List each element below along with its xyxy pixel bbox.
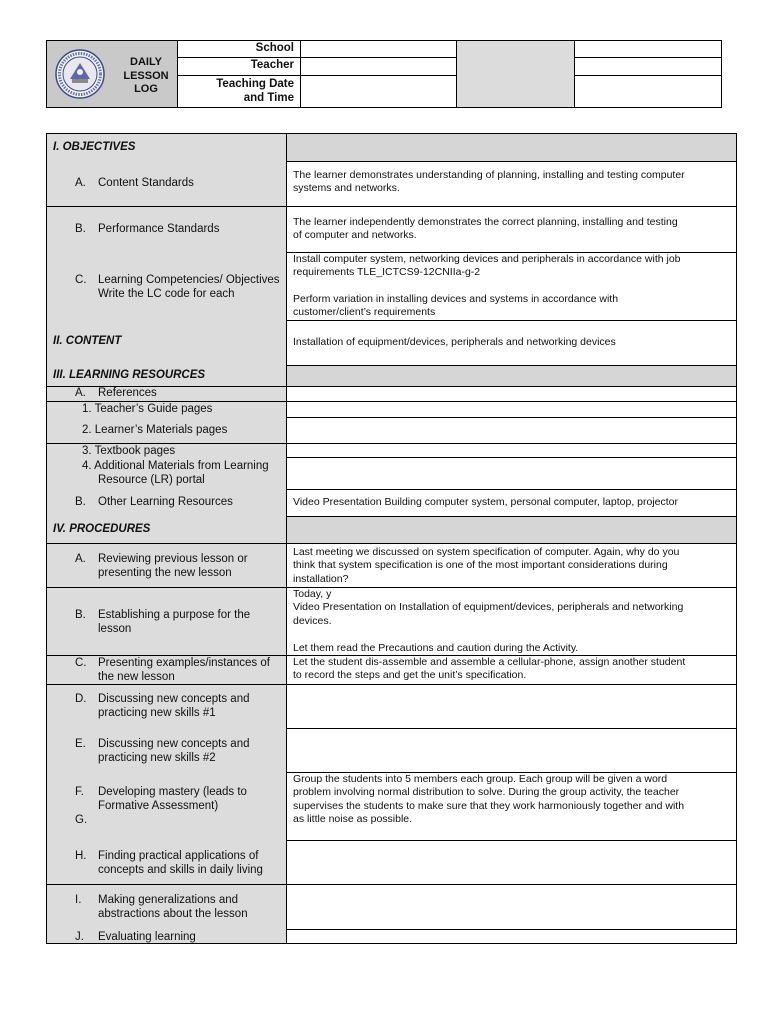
resources-heading: III. LEARNING RESOURCES [53,369,206,381]
proc-e-label-line2: practicing new skills #2 [98,752,216,764]
proc-b-letter: B. [75,609,86,621]
objectives-heading: I. OBJECTIVES [53,141,136,153]
additional-materials-line1: 4. Additional Materials from Learning [82,460,269,472]
procedures-band [287,517,736,543]
competencies-label-line1: Learning Competencies/ Objectives [98,274,280,286]
date-label-line2: and Time [243,92,294,104]
proc-e-letter: E. [75,738,86,750]
content-standards-label: Content Standards [98,177,194,189]
competencies-label-line2: Write the LC code for each [98,288,235,300]
other-resources-value[interactable]: Video Presentation Building computer system, personal computer, laptop, projector [293,496,679,508]
references-label: References [98,387,157,399]
proc-f-value[interactable]: Group the students into 5 members each group. Each group will be given a word problem involving normal distribution to solve. During the group activity, the teacher supervises the students to make sure that they work harmoniously together and with as little noise as possible. [293,773,685,826]
teacher-label: Teacher [250,59,294,71]
proc-d-letter: D. [75,693,87,705]
proc-j-label: Evaluating learning [98,931,196,943]
learners-materials-label: 2. Learner’s Materials pages [82,424,228,436]
content-heading: II. CONTENT [53,335,122,347]
proc-f-letter: F. [75,786,84,798]
proc-d-label-line1: Discussing new concepts and [98,693,250,705]
proc-e-label-line1: Discussing new concepts and [98,738,250,750]
proc-f-label-line2: Formative Assessment) [98,800,219,812]
teachers-guide-label: 1. Teacher’s Guide pages [82,403,213,415]
content-value[interactable]: Installation of equipment/devices, peripherals and networking devices [293,336,616,348]
proc-a-label-line1: Reviewing previous lesson or [98,553,248,565]
date-time-field[interactable] [301,76,456,107]
proc-c-value[interactable]: Let the student dis-assemble and assemble a cellular-phone, assign another student to record the steps and get the unit’s specification. [293,656,686,682]
competencies-value-1[interactable]: Install computer system, networking devices and peripherals in accordance with job requirements TLE_ICTCS9-12CNIIa-g-2 [293,253,681,279]
proc-i-label-line1: Making generalizations and [98,894,239,906]
other-resources-letter: B. [75,496,86,508]
proc-a-value[interactable]: Last meeting we discussed on system specification of computer. Again, why do you think that system specification is one of the most important considerations during installation? [293,546,680,585]
proc-i-letter: I. [75,894,82,906]
proc-a-label-line2: presenting the new lesson [98,567,232,579]
proc-d-label-line2: practicing new skills #1 [98,707,216,719]
teacher-field[interactable] [301,58,456,75]
performance-standards-letter: B. [75,223,86,235]
logo-line-daily: DAILY [130,56,162,68]
proc-h-label-line2: concepts and skills in daily living [98,864,263,876]
proc-h-label-line1: Finding practical applications of [98,850,259,862]
other-resources-label: Other Learning Resources [98,496,233,508]
proc-b-label-line2: lesson [98,623,132,635]
dll-header [46,40,722,108]
proc-j-letter: J. [75,931,84,943]
performance-standards-value[interactable]: The learner independently demonstrates the correct planning, installing and testing of computer and networks. [293,216,678,242]
proc-g-letter: G. [75,814,88,826]
date-label-line1: Teaching Date [216,78,294,90]
proc-a-letter: A. [75,553,86,565]
textbook-pages-label: 3. Textbook pages [82,445,176,457]
proc-f-label-line1: Developing mastery (leads to [98,786,247,798]
logo-cell [47,41,178,107]
logo-line-log: LOG [134,83,158,95]
content-standards-letter: A. [75,177,86,189]
proc-h-letter: H. [75,850,87,862]
additional-materials-line2: Resource (LR) portal [98,474,205,486]
content-standards-value[interactable]: The learner demonstrates understanding of planning, installing and testing computer systems and networks. [293,169,685,195]
competencies-letter: C. [75,274,87,286]
performance-standards-label: Performance Standards [98,223,220,235]
proc-c-letter: C. [75,657,87,669]
school-label: School [255,42,294,54]
proc-i-label-line2: abstractions about the lesson [98,908,248,920]
procedures-heading: IV. PROCEDURES [53,523,151,535]
logo-line-lesson: LESSON [123,69,169,82]
school-field[interactable] [301,41,456,57]
proc-c-label-line1: Presenting examples/instances of [98,657,270,669]
resources-band [287,365,736,386]
objectives-band [287,134,736,161]
proc-b-value[interactable]: Today, y Video Presentation on Installation of equipment/devices, peripherals and networking devices. Let them read the Precautions and caution during the Activity. [293,588,684,654]
proc-c-label-line2: the new lesson [98,671,175,683]
proc-b-label-line1: Establishing a purpose for the [98,609,251,621]
lesson-log-table [46,133,737,944]
competencies-value-2[interactable]: Perform variation in installing devices and systems in accordance with customer/client’s requirements [293,293,619,319]
references-letter: A. [75,387,86,399]
deped-seal-icon [55,49,105,99]
